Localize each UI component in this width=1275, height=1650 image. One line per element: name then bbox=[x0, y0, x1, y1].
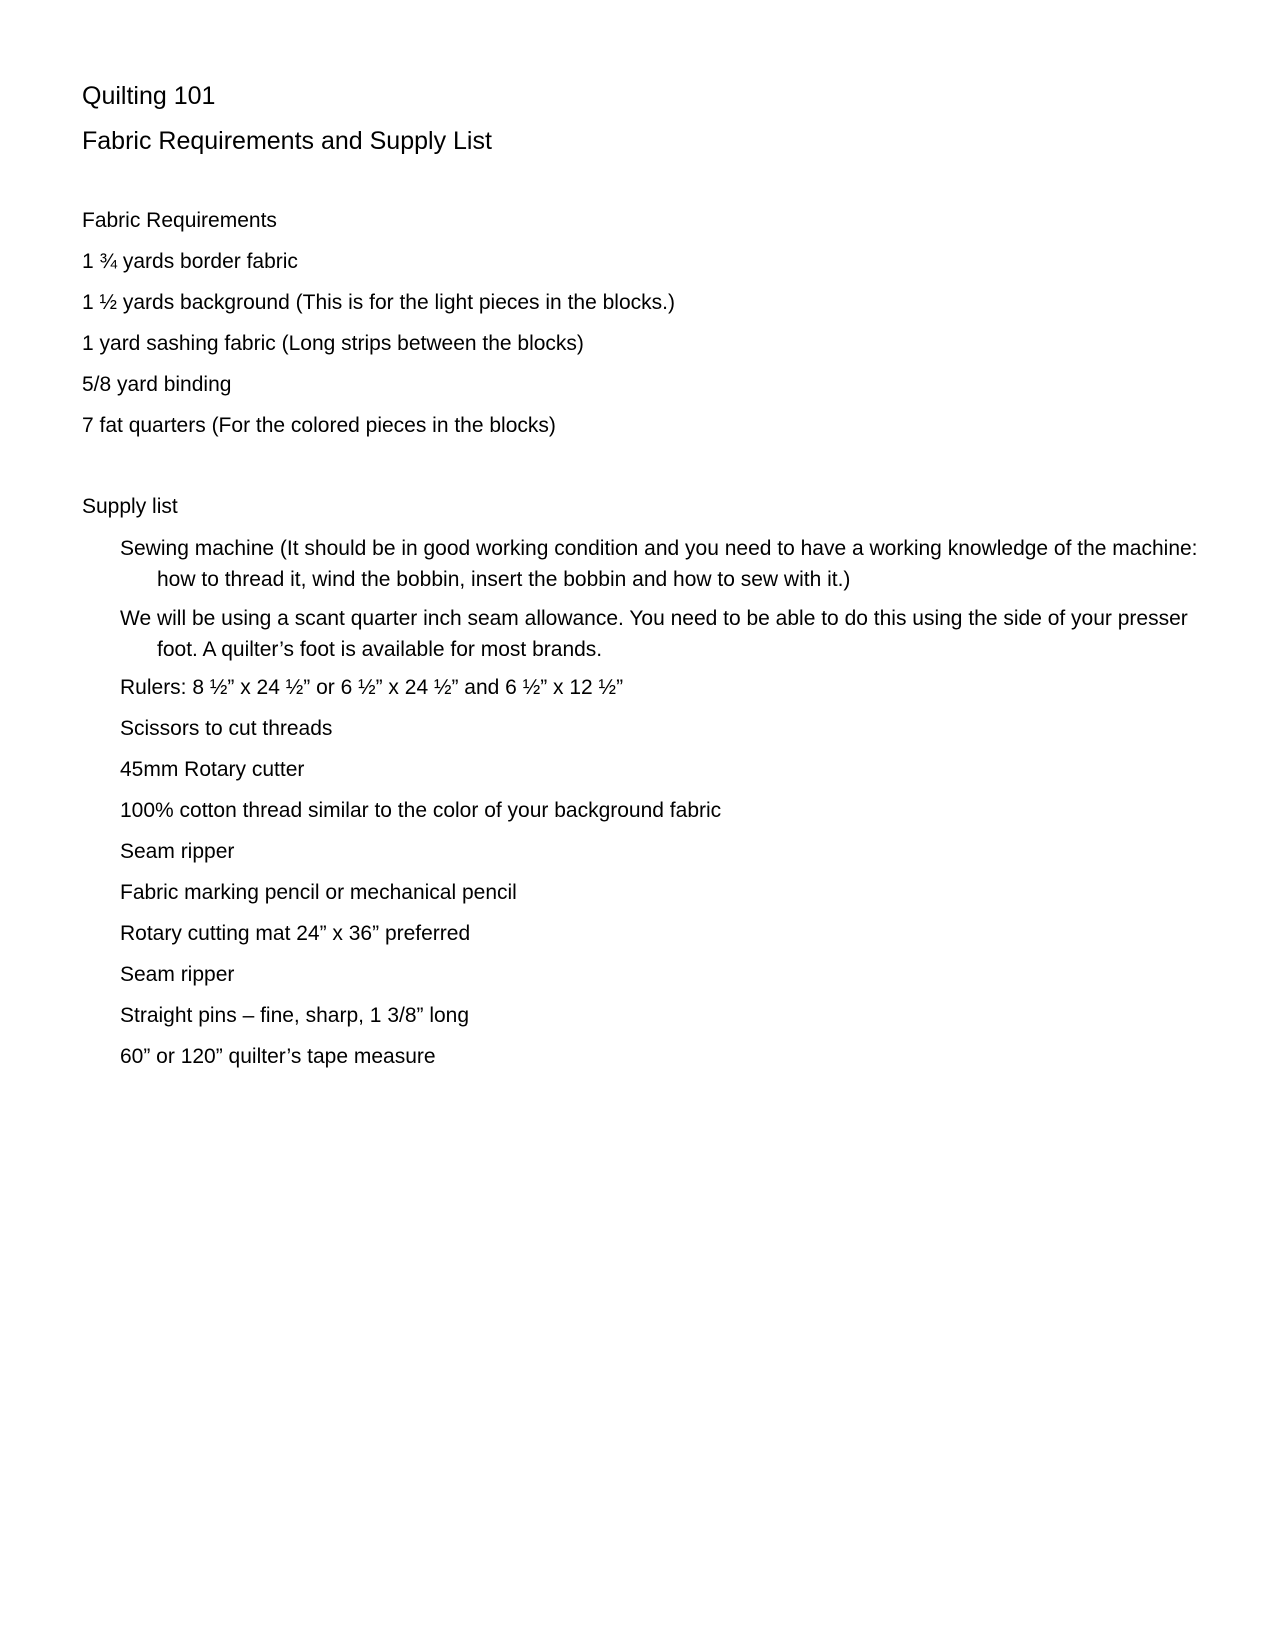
supply-item: We will be using a scant quarter inch seam allowance. You need to be able to do this using the side of your presser foot. A quilter’s foot is available for most brands. bbox=[120, 607, 1188, 661]
fabric-requirements-heading: Fabric Requirements bbox=[82, 209, 277, 232]
supply-item: Fabric marking pencil or mechanical pencil bbox=[120, 881, 517, 904]
supply-item: 100% cotton thread similar to the color of your background fabric bbox=[120, 799, 722, 822]
supply-list-heading: Supply list bbox=[82, 495, 178, 518]
supply-item: 60” or 120” quilter’s tape measure bbox=[120, 1045, 436, 1068]
supply-item: 45mm Rotary cutter bbox=[120, 758, 305, 781]
fabric-item: 5/8 yard binding bbox=[82, 373, 232, 396]
supply-item: Straight pins – fine, sharp, 1 3/8” long bbox=[120, 1004, 470, 1027]
supply-item: Seam ripper bbox=[120, 840, 235, 863]
supply-item: Scissors to cut threads bbox=[120, 717, 333, 740]
supply-item: Sewing machine (It should be in good working condition and you need to have a working knowledge of the machine: how to thread it, wind the bobbin, insert the bobbin and how to sew with it.) bbox=[120, 537, 1198, 591]
fabric-item: 1 yard sashing fabric (Long strips between the blocks) bbox=[82, 332, 584, 355]
fabric-item: 1 ½ yards background (This is for the light pieces in the blocks.) bbox=[82, 291, 675, 314]
supply-item: Seam ripper bbox=[120, 963, 235, 986]
fabric-item: 1 ¾ yards border fabric bbox=[82, 250, 298, 273]
fabric-item: 7 fat quarters (For the colored pieces in the blocks) bbox=[82, 414, 556, 437]
document-title: Quilting 101 bbox=[82, 82, 216, 110]
supply-item: Rulers: 8 ½” x 24 ½” or 6 ½” x 24 ½” and 6 ½” x 12 ½” bbox=[120, 676, 624, 699]
supply-item: Rotary cutting mat 24” x 36” preferred bbox=[120, 922, 471, 945]
document-subtitle: Fabric Requirements and Supply List bbox=[82, 127, 492, 155]
